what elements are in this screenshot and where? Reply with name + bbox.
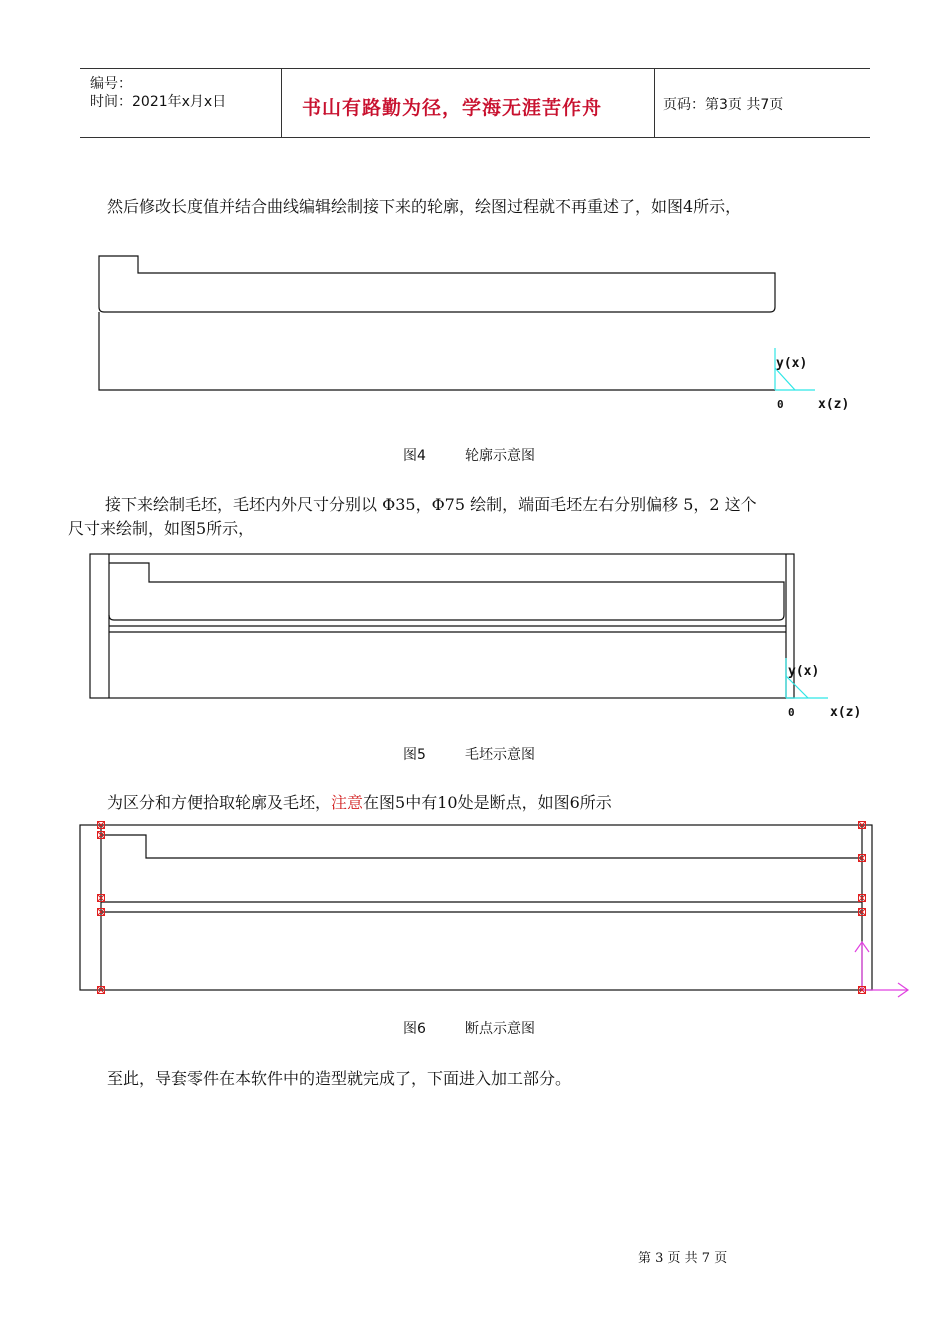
paragraph-contour: 然后修改长度值并结合曲线编辑绘制接下来的轮廓，绘图过程就不再重述了，如图4所示， [107, 197, 742, 216]
contour-upper-outline [101, 835, 862, 858]
axis-origin-label: 0 [777, 398, 784, 411]
header-motto: 书山有路勤为径，学海无涯苦作舟 [302, 97, 603, 119]
figure-4-number: 图4 [403, 448, 426, 464]
header-page-cell [655, 69, 870, 137]
document-time-label: 时间：2021年x月x日 [90, 94, 227, 110]
page-header [80, 68, 870, 138]
header-motto-cell [282, 69, 655, 137]
paragraph-breakpoints [107, 792, 612, 814]
paragraph-blank-line1: 接下来绘制毛坯，毛坯内外尺寸分别以 Φ35，Φ75 绘制，端面毛坯左右分别偏移 5，2 这个 [105, 495, 757, 514]
figure-4-contour-drawing [90, 250, 870, 420]
axis-x-label: x(z) [818, 397, 850, 412]
figure-4-title: 轮廓示意图 [465, 448, 535, 464]
paragraph-breakpoints-text-after: 在图5中有10处是断点，如图6所示 [363, 793, 612, 812]
footer-page-number: 第 3 页 共 7 页 [638, 1251, 728, 1266]
header-meta-cell [80, 69, 282, 137]
figure-5-blank-drawing [80, 548, 880, 728]
paragraph-blank-line2: 尺寸来绘制，如图5所示， [68, 519, 255, 538]
paragraph-conclusion: 至此，导套零件在本软件中的造型就完成了，下面进入加工部分。 [107, 1069, 572, 1088]
header-page-number: 页码：第3页 共7页 [663, 97, 784, 113]
document-number-label: 编号： [90, 76, 132, 92]
paragraph-breakpoints-text-before: 为区分和方便拾取轮廓及毛坯， [107, 793, 332, 812]
contour-lower-outline [99, 312, 775, 390]
axis-origin-label: 0 [788, 706, 795, 719]
axis-y-label: y(x) [788, 664, 820, 679]
blank-outer-rectangle [80, 825, 872, 990]
figure-6-breakpoint-drawing [70, 818, 920, 1008]
breakpoint-markers [98, 822, 866, 994]
figure-6-title: 断点示意图 [465, 1021, 535, 1037]
figure-6-number: 图6 [403, 1021, 426, 1037]
contour-upper-outline [109, 563, 784, 620]
figure-5-number: 图5 [403, 747, 426, 763]
axis-x-label: x(z) [830, 705, 862, 720]
highlight-note: 注意 [331, 793, 364, 812]
figure-5-title: 毛坯示意图 [465, 747, 535, 763]
contour-upper-outline [99, 256, 775, 312]
axis-y-label: y(x) [776, 356, 808, 371]
